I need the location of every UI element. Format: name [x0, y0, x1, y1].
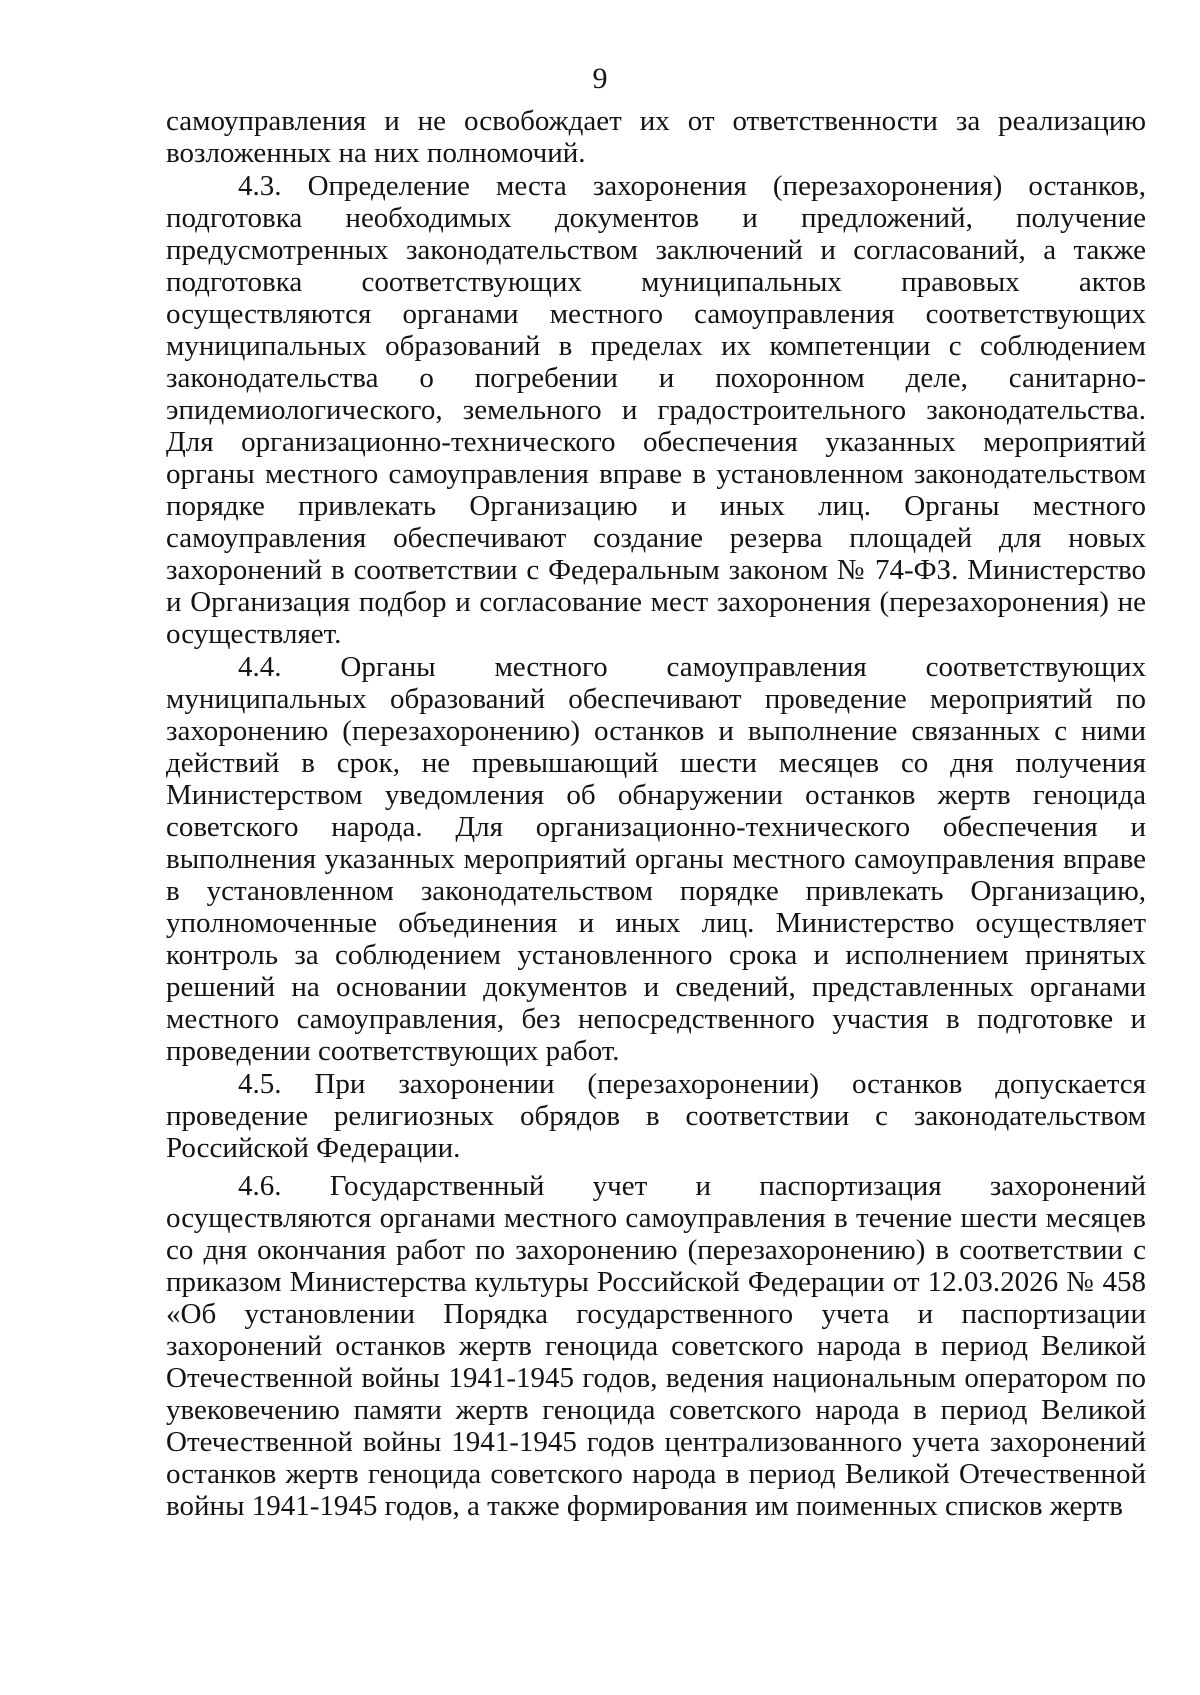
paragraph-4-5: 4.5. При захоронении (перезахоронении) останков допускается проведение религиозных обрядов в соответствии с законодательством Российской Федерации.: [166, 1068, 1146, 1164]
paragraph-4-6: 4.6. Государственный учет и паспортизация захоронений осуществляются органами местного самоуправления в течение шести месяцев со дня окончания работ по захоронению (перезахоронению) в соответствии с приказом Министерства культуры Российской Федерации от 12.03.2026 № 458 «Об установлении Порядка государственного учета и паспортизации захоронений останков жертв геноцида советского народа в период Великой Отечественной войны 1941-1945 годов, ведения национальным оператором по увековечению памяти жертв геноцида советского народа в период Великой Отечественной войны 1941-1945 годов централизованного учета захоронений останков жертв геноцида советского народа в период Великой Отечественной войны 1941-1945 годов, а также формирования им поименных списков жертв: [166, 1170, 1146, 1522]
paragraph-4-4: 4.4. Органы местного самоуправления соответствующих муниципальных образований обеспечивают проведение мероприятий по захоронению (перезахоронению) останков и выполнение связанных с ними действий в срок, не превышающий шести месяцев со дня получения Министерством уведомления об обнаружении останков жертв геноцида советского народа. Для организационно-технического обеспечения и выполнения указанных мероприятий органы местного самоуправления вправе в установленном законодательством порядке привлекать Организацию, уполномоченные объединения и иных лиц. Министерство осуществляет контроль за соблюдением установленного срока и исполнением принятых решений на основании документов и сведений, представленных органами местного самоуправления, без непосредственного участия в подготовке и проведении соответствующих работ.: [166, 651, 1146, 1067]
page-number: 9: [592, 62, 608, 95]
paragraph-4-3: 4.3. Определение места захоронения (перезахоронения) останков, подготовка необходимых документов и предложений, получение предусмотренных законодательством заключений и согласований, а также подготовка соответствующих муниципальных правовых актов осуществляются органами местного самоуправления соответствующих муниципальных образований в пределах их компетенции с соблюдением законодательства о погребении и похоронном деле, санитарно-эпидемиологического, земельного и градостроительного законодательства. Для организационно-технического обеспечения указанных мероприятий органы местного самоуправления вправе в установленном законодательством порядке привлекать Организацию и иных лиц. Органы местного самоуправления обеспечивают создание резерва площадей для новых захоронений в соответствии с Федеральным законом № 74-ФЗ. Министерство и Организация подбор и согласование мест захоронения (перезахоронения) не осуществляет.: [166, 170, 1146, 650]
document-body: [166, 105, 1146, 1522]
paragraph-continuation: самоуправления и не освобождает их от ответственности за реализацию возложенных на них полномочий.: [166, 105, 1146, 169]
